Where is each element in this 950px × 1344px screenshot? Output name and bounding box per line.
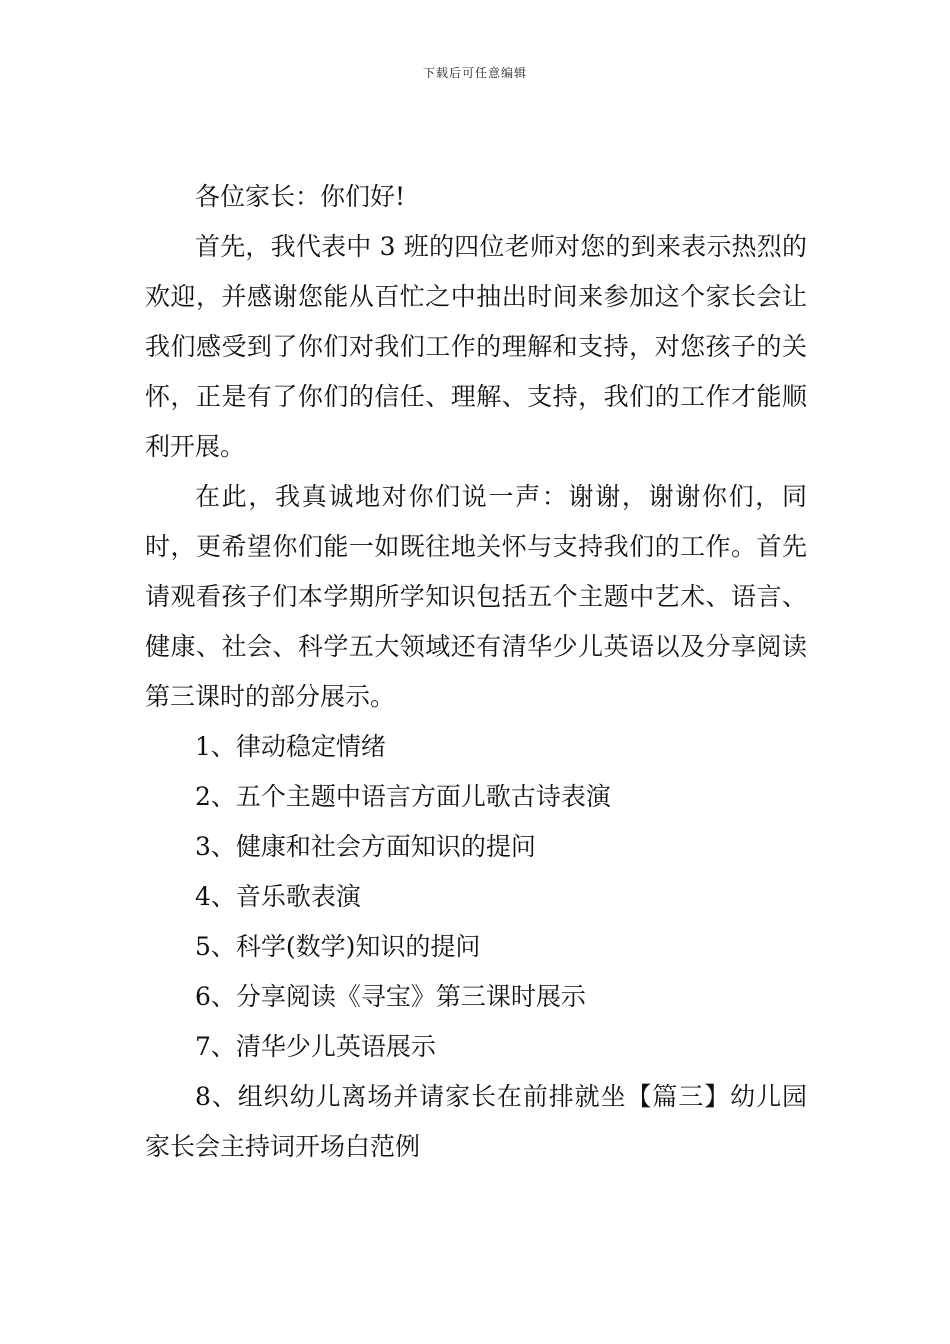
greeting: 各位家长：你们好! [195, 182, 406, 211]
header-note: 下载后可任意编辑 [422, 66, 527, 80]
program-list [145, 722, 807, 1172]
list-item: 7、清华少儿英语展示 [195, 1032, 436, 1061]
list-item: 4、音乐歌表演 [195, 882, 361, 911]
list-item: 5、科学(数学)知识的提问 [195, 932, 481, 961]
list-item: 8、组织幼儿离场并请家长在前排就坐【篇三】幼儿园家长会主持词开场白范例 [145, 1082, 807, 1161]
list-item: 2、五个主题中语言方面儿歌古诗表演 [195, 782, 611, 811]
document-body [145, 172, 807, 1172]
paragraph-welcome: 首先，我代表中 3 班的四位老师对您的到来表示热烈的欢迎，并感谢您能从百忙之中抽出时间来参加这个家长会让我们感受到了你们对我们工作的理解和支持，对您孩子的关怀，正是有了你们的信任、理解、支持，我们的工作才能顺利开展。 [145, 232, 807, 461]
list-item: 1、律动稳定情绪 [195, 732, 386, 761]
list-item: 6、分享阅读《寻宝》第三课时展示 [195, 982, 586, 1011]
list-item: 3、健康和社会方面知识的提问 [195, 832, 536, 861]
paragraph-thanks: 在此，我真诚地对你们说一声：谢谢，谢谢你们，同时，更希望你们能一如既往地关怀与支持我们的工作。首先请观看孩子们本学期所学知识包括五个主题中艺术、语言、健康、社会、科学五大领域还有清华少儿英语以及分享阅读第三课时的部分展示。 [145, 482, 807, 711]
